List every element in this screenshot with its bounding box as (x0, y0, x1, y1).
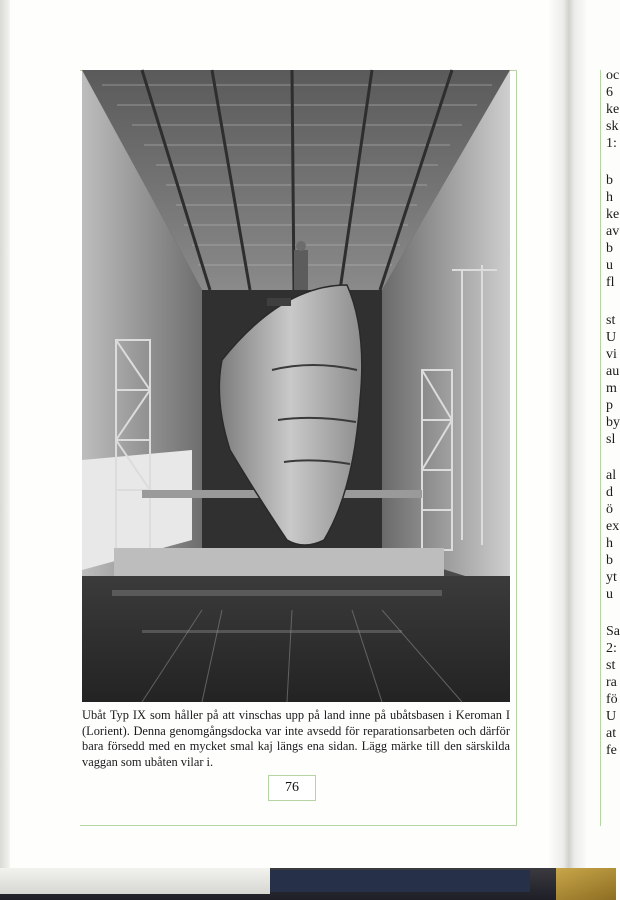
frame-rule-right (516, 70, 517, 826)
right-fragment: au (606, 364, 620, 379)
right-fragment: u (606, 587, 613, 602)
right-fragment: u (606, 258, 613, 273)
book-gutter (548, 0, 586, 868)
right-fragment: fö (606, 692, 618, 707)
scan-edge (0, 0, 10, 900)
right-fragment: b (606, 553, 613, 568)
right-fragment: p (606, 398, 613, 413)
right-fragment: ke (606, 102, 620, 117)
right-fragment: fe (606, 743, 617, 758)
right-fragment: st (606, 313, 616, 328)
book-cover-corner (556, 868, 616, 900)
photo-caption: Ubåt Typ IX som håller på att vinschas upp på land inne på ubåtsbasen i Keroman I (Lorient). Denna genomgångsdocka var inte avsedd för reparationsarbeten och därför bara försedd med en mycket smal kaj längs ena sidan. Lägg märke till den särskilda vaggan som ubåten vilar i. (82, 708, 510, 769)
right-fragment: 2: (606, 641, 617, 656)
submarine-dock-photo (82, 70, 510, 702)
right-fragment: b (606, 173, 613, 188)
right-fragment: av (606, 224, 620, 239)
frame-rule-bottom (80, 825, 517, 826)
page-number-text: 76 (285, 780, 299, 795)
right-fragment: ö (606, 502, 613, 517)
right-fragment: d (606, 485, 613, 500)
right-fragment: h (606, 190, 613, 205)
right-fragment: 1: (606, 136, 617, 151)
page-number (268, 775, 316, 801)
right-fragment: vi (606, 347, 617, 362)
right-fragment: 6 (606, 85, 613, 100)
right-fragment: by (606, 415, 620, 430)
scan-bottom-edge (0, 868, 616, 900)
right-fragment: h (606, 536, 613, 551)
right-fragment: at (606, 726, 617, 741)
right-fragment: b (606, 241, 613, 256)
right-fragment: sl (606, 432, 616, 447)
submarine-dock-illustration (82, 70, 510, 702)
right-fragment: sk (606, 119, 619, 134)
right-fragment: Sa (606, 624, 620, 639)
right-fragment: st (606, 658, 616, 673)
right-fragment: fl (606, 275, 615, 290)
book-cover-edge (0, 868, 270, 894)
right-fragment: oc (606, 68, 620, 83)
right-fragment: m (606, 381, 617, 396)
right-fragment: ra (606, 675, 617, 690)
right-fragment: ex (606, 519, 620, 534)
right-frame-rule (600, 70, 601, 826)
right-fragment: U (606, 330, 617, 345)
book-spine-band (270, 870, 530, 892)
right-fragment: yt (606, 570, 617, 585)
right-fragment: ke (606, 207, 620, 222)
right-fragment: al (606, 468, 617, 483)
right-fragment: U (606, 709, 617, 724)
